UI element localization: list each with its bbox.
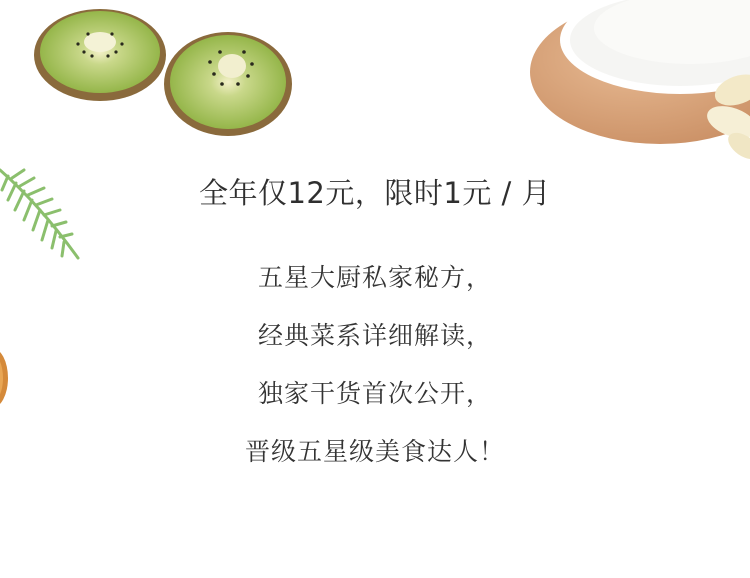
kiwi-half-right	[164, 32, 292, 136]
promo-body	[0, 257, 750, 489]
kiwi-half-left	[34, 9, 166, 101]
promo-line-4: 晋级五星级美食达人！	[244, 437, 505, 466]
promo-line-1: 五星大厨私家秘方，	[257, 263, 492, 292]
promo-headline: 全年仅12元，限时1元 / 月	[198, 176, 552, 210]
promo-line-2: 经典菜系详细解读，	[257, 321, 492, 350]
promo-line-3: 独家干货首次公开，	[257, 379, 492, 408]
